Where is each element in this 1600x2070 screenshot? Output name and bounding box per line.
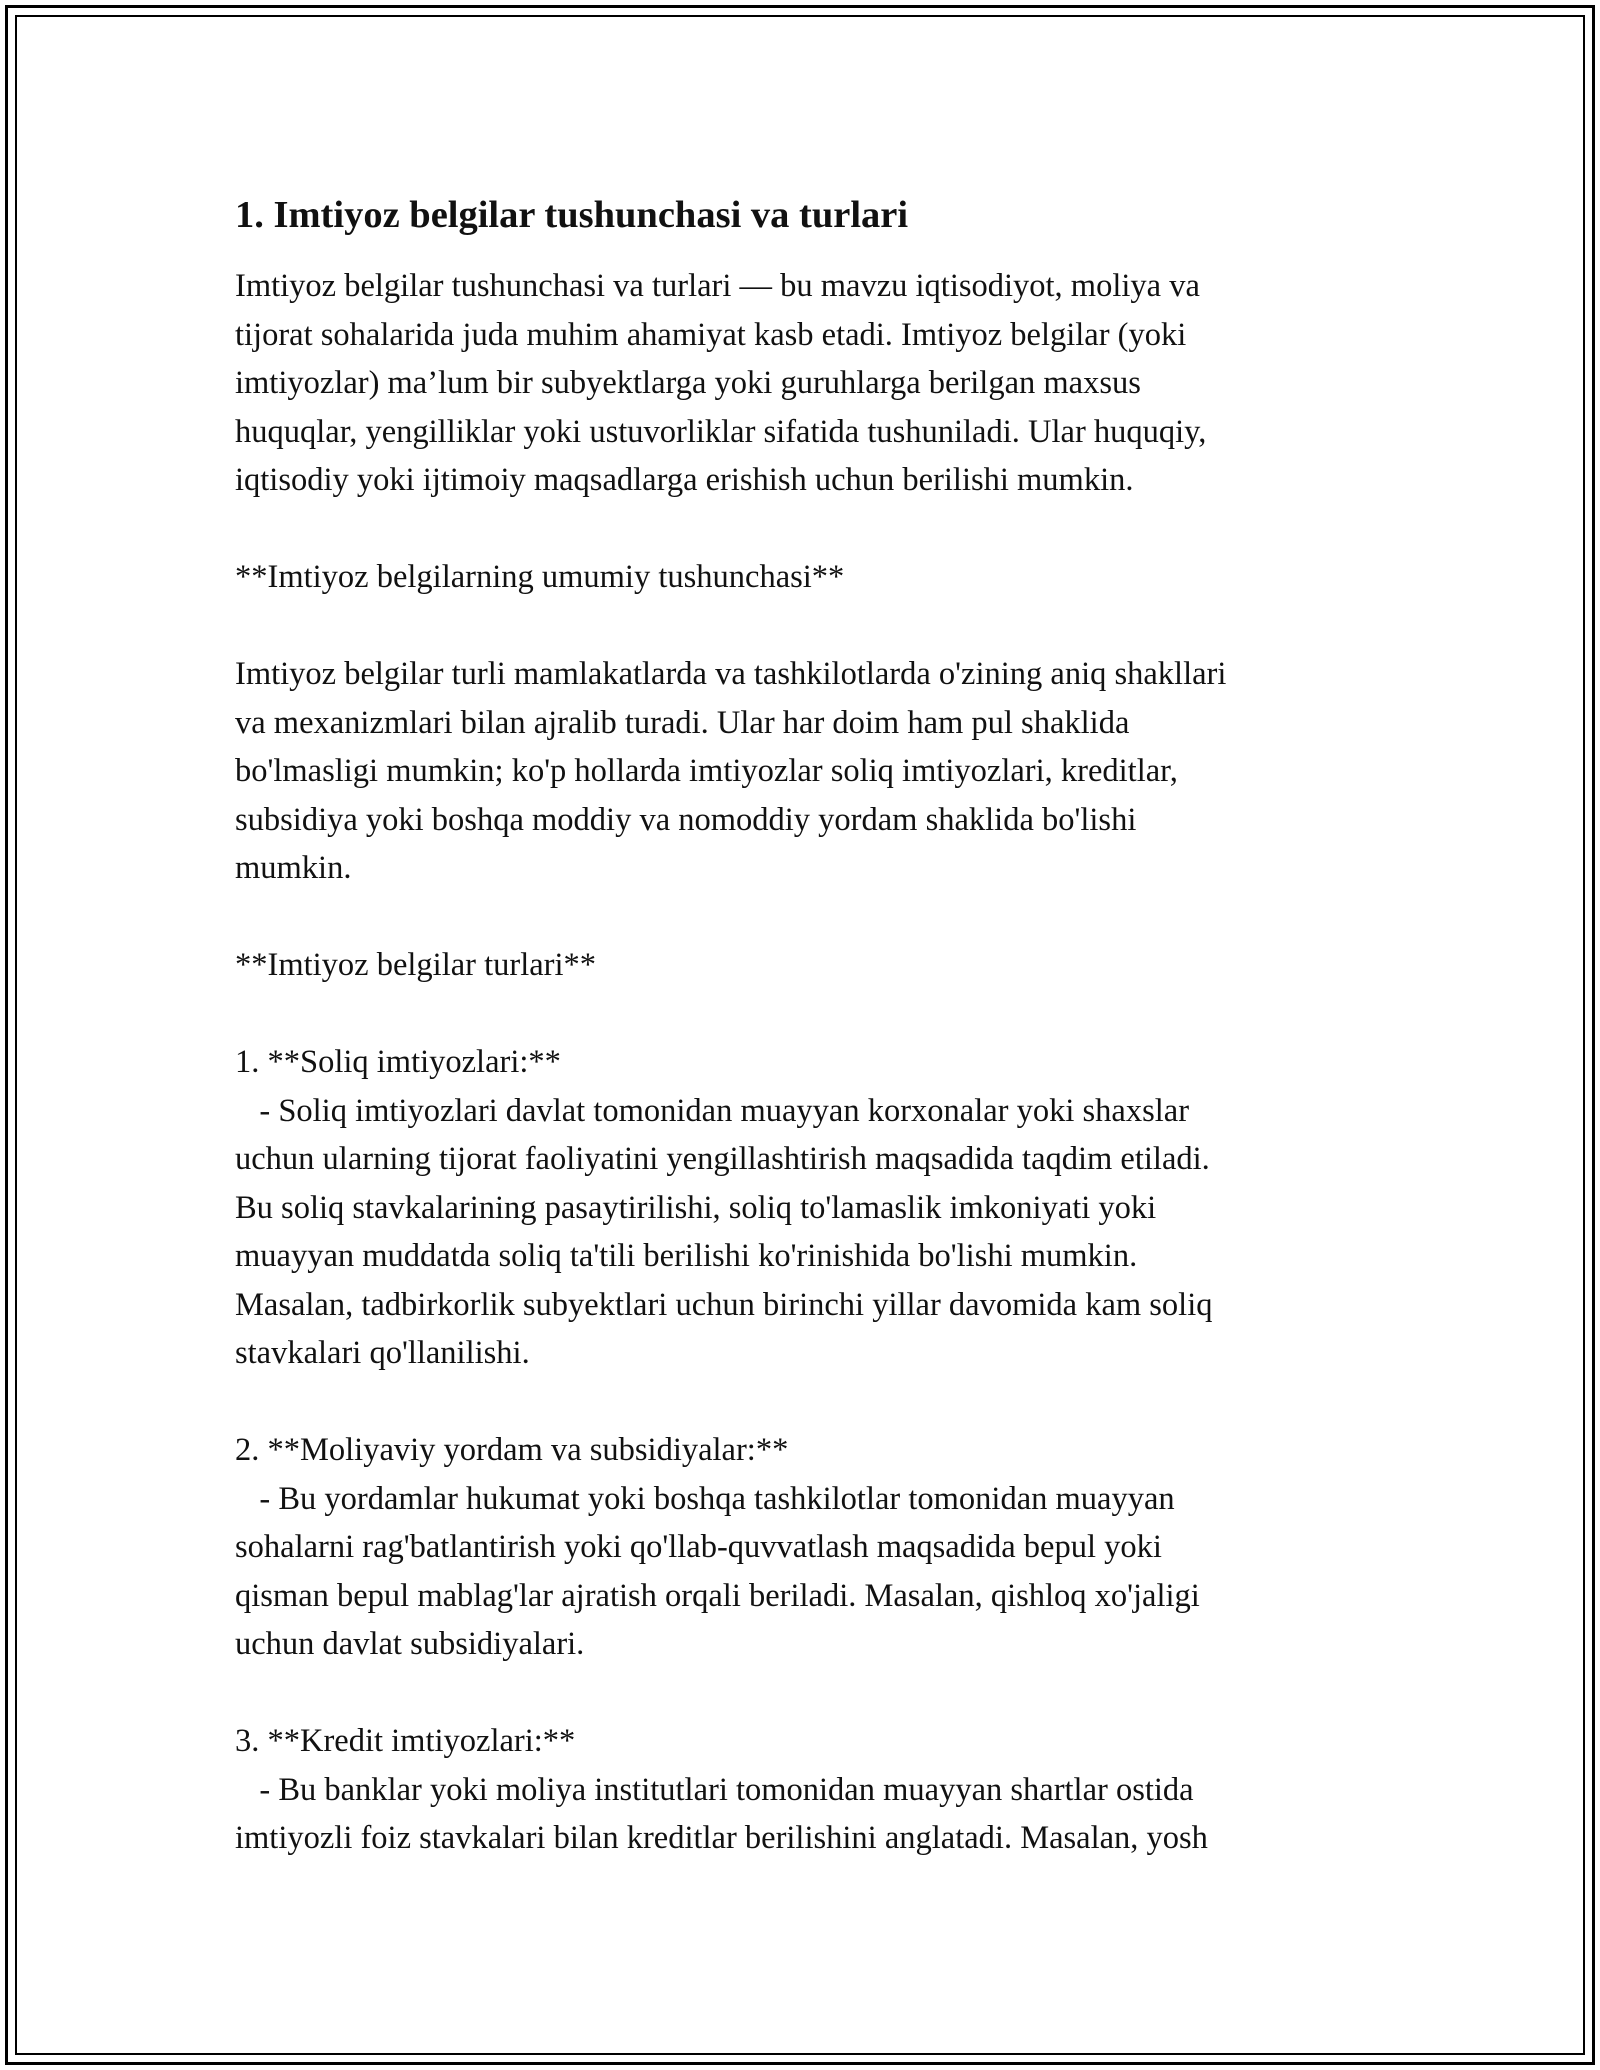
paragraph-line: iqtisodiy yoki ijtimoiy maqsadlarga erishish uchun berilishi mumkin. — [235, 462, 1134, 498]
paragraph-line: 3. **Kredit imtiyozlari:** — [235, 1723, 576, 1759]
paragraph-line: subsidiya yoki boshqa moddiy va nomoddiy yordam shaklida bo'lishi — [235, 801, 1137, 838]
paragraph-line: stavkalari qo'llanilishi. — [235, 1335, 530, 1371]
paragraph-line: mumkin. — [235, 850, 352, 886]
paragraph-line: 1. **Soliq imtiyozlari:** — [235, 1044, 561, 1080]
paragraph-line: **Imtiyoz belgilarning umumiy tushunchasi** — [235, 559, 845, 595]
paragraph-line: - Soliq imtiyozlari davlat tomonidan muayyan korxonalar yoki shaxslar — [235, 1092, 1190, 1129]
paragraph-list — [235, 262, 1375, 1863]
paragraph-line: bo'lmasligi mumkin; ko'p hollarda imtiyozlar soliq imtiyozlari, kreditlar, — [235, 753, 1178, 789]
paragraph-line: qisman bepul mablag'lar ajratish orqali beriladi. Masalan, qishloq xo'jaligi — [235, 1577, 1200, 1614]
paragraph-line: - Bu banklar yoki moliya institutlari tomonidan muayyan shartlar ostida — [235, 1771, 1194, 1808]
paragraph-line: Bu soliq stavkalarining pasaytirilishi, soliq to'lamaslik imkoniyati yoki — [235, 1189, 1157, 1226]
paragraph — [235, 941, 1375, 990]
paragraph-line: Imtiyoz belgilar turli mamlakatlarda va tashkilotlarda o'zining aniq shakllari — [235, 656, 1227, 692]
paragraph-line: tijorat sohalarida juda muhim ahamiyat kasb etadi. Imtiyoz belgilar (yoki — [235, 316, 1187, 353]
document-body — [235, 186, 1375, 1911]
paragraph — [235, 1426, 1375, 1669]
paragraph — [235, 650, 1375, 893]
paragraph-line: uchun ularning tijorat faoliyatini yengillashtirish maqsadida taqdim etiladi. — [235, 1141, 1210, 1177]
paragraph — [235, 553, 1375, 602]
paragraph — [235, 1038, 1375, 1378]
paragraph-line: uchun davlat subsidiyalari. — [235, 1626, 585, 1662]
paragraph-line: sohalarni rag'batlantirish yoki qo'llab-quvvatlash maqsadida bepul yoki — [235, 1529, 1162, 1565]
section-heading: 1. Imtiyoz belgilar tushunchasi va turlari — [235, 194, 909, 236]
paragraph-line: muayyan muddatda soliq ta'tili berilishi ko'rinishida bo'lishi mumkin. — [235, 1238, 1138, 1274]
paragraph-line: imtiyozli foiz stavkalari bilan kreditlar berilishini anglatadi. Masalan, yosh — [235, 1820, 1208, 1856]
paragraph-line: huquqlar, yengilliklar yoki ustuvorliklar sifatida tushuniladi. Ular huquqiy, — [235, 413, 1207, 450]
paragraph-line: - Bu yordamlar hukumat yoki boshqa tashkilotlar tomonidan muayyan — [235, 1480, 1175, 1517]
paragraph-line: 2. **Moliyaviy yordam va subsidiyalar:** — [235, 1432, 789, 1468]
paragraph — [235, 262, 1375, 505]
paragraph-line: **Imtiyoz belgilar turlari** — [235, 947, 597, 983]
paragraph-line: va mexanizmlari bilan ajralib turadi. Ular har doim ham pul shaklida — [235, 704, 1130, 741]
paragraph — [235, 1717, 1375, 1863]
paragraph-line: Imtiyoz belgilar tushunchasi va turlari — bu mavzu iqtisodiyot, moliya va — [235, 268, 1200, 304]
paragraph-line: imtiyozlar) ma’lum bir subyektlarga yoki guruhlarga berilgan maxsus — [235, 365, 1141, 401]
paragraph-line: Masalan, tadbirkorlik subyektlari uchun birinchi yillar davomida kam soliq — [235, 1286, 1213, 1323]
